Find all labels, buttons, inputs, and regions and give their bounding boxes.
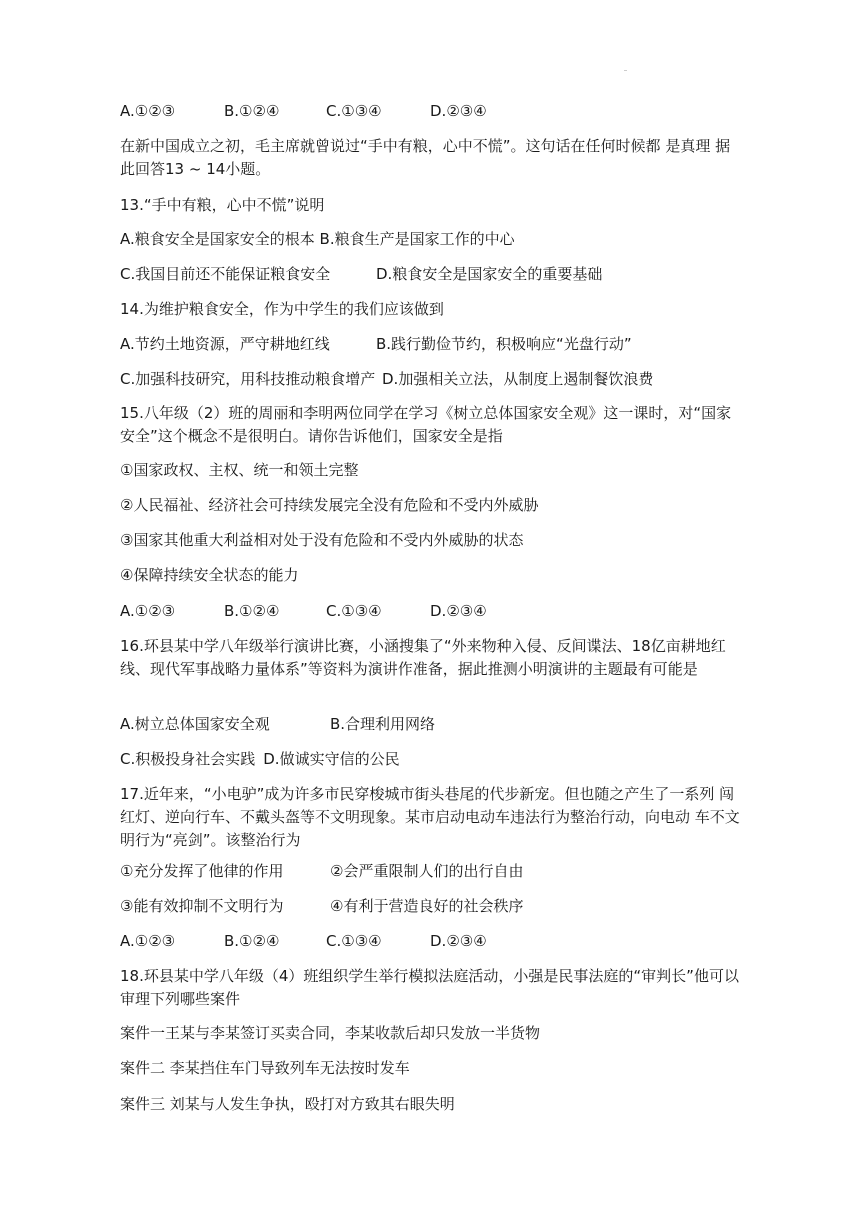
q17-option-c: C.①③④: [326, 932, 382, 950]
scan-mark: [624, 70, 627, 71]
q17-statements-row2: [120, 895, 740, 918]
q16-option-b: B.合理利用网络: [330, 715, 436, 733]
q17-option-d: D.②③④: [430, 932, 487, 950]
q16-options-row2: [120, 748, 740, 771]
q16-option-a: A.树立总体国家安全观: [120, 715, 270, 733]
q16-option-d: D.做诚实守信的公民: [263, 750, 400, 768]
q14-option-c: C.加强科技研究，用科技推动粮食增产: [120, 370, 376, 388]
q17-statements-row1: [120, 860, 740, 883]
q13-options-row2: [120, 263, 740, 286]
q13-option-d: D.粮食安全是国家安全的重要基础: [376, 265, 603, 283]
q18-case-1: 案件一王某与李某签订买卖合同，李某收款后却只发放一半货物: [120, 1024, 541, 1042]
q12-option-d: D.②③④: [430, 102, 487, 120]
q16-options-row1: [120, 713, 740, 736]
q17-stem: 17.近年来，“小电驴”成为许多市民穿梭城市街头巷尾的代步新宠。但也随之产生了一系列 闯红灯、逆向行车、不戴头盔等不文明现象。某市启动电动车违法行为整治行动，向电动 车不文明行为“亮剑”。该整治行为: [120, 785, 740, 849]
q12-option-b: B.①②④: [224, 102, 280, 120]
q14-option-d: D.加强相关立法，从制度上遏制餐饮浪费: [382, 370, 654, 388]
q17-statement-1: ①充分发挥了他律的作用: [120, 862, 284, 880]
q15-option-b: B.①②④: [224, 602, 280, 620]
q15-statement-1: ①国家政权、主权、统一和领土完整: [120, 461, 359, 479]
q12-option-a: A.①②③: [120, 102, 176, 120]
q17-options: [120, 930, 740, 953]
q18-case-2: 案件二 李某挡住车门导致列车无法按时发车: [120, 1059, 410, 1077]
q12-options: [120, 100, 740, 123]
q17-statement-2: ②会严重限制人们的出行自由: [330, 862, 524, 880]
q18-stem: 18.环县某中学八年级（4）班组织学生举行模拟法庭活动，小强是民事法庭的“审判长”他可以审理下列哪些案件: [120, 967, 739, 1008]
q16-stem: 16.环县某中学八年级举行演讲比赛，小涵搜集了“外来物种入侵、反间谍法、18亿亩耕地红线、现代军事战略力量体系”等资料为演讲作准备，据此推测小明演讲的主题最有可能是: [120, 637, 726, 678]
q14-option-b: B.践行勤俭节约，积极响应“光盘行动”: [376, 335, 632, 353]
q13-options-row1: A.粮食安全是国家安全的根本 B.粮食生产是国家工作的中心: [120, 230, 515, 248]
intro-paragraph: 在新中国成立之初，毛主席就曾说过“手中有粮，心中不慌”。这句话在任何时候都 是真理 据此回答13 ~ 14小题。: [120, 137, 731, 178]
q15-options: [120, 600, 740, 623]
q18-case-3: 案件三 刘某与人发生争执，殴打对方致其右眼失明: [120, 1095, 455, 1113]
q13-stem: 13.“手中有粮，心中不慌”说明: [120, 196, 325, 214]
q15-option-d: D.②③④: [430, 602, 487, 620]
q14-options-row2: [120, 368, 740, 391]
q15-statement-3: ③国家其他重大利益相对处于没有危险和不受内外威胁的状态: [120, 531, 524, 549]
q15-stem: 15.八年级（2）班的周丽和李明两位同学在学习《树立总体国家安全观》这一课时，对“国家安全”这个概念不是很明白。请你告诉他们，国家安全是指: [120, 404, 732, 445]
q17-option-b: B.①②④: [224, 932, 280, 950]
q15-statement-2: ②人民福祉、经济社会可持续发展完全没有危险和不受内外威胁: [120, 496, 539, 514]
q17-statement-3: ③能有效抑制不文明行为: [120, 897, 284, 915]
q14-stem: 14.为维护粮食安全，作为中学生的我们应该做到: [120, 300, 444, 318]
q17-statement-4: ④有利于营造良好的社会秩序: [330, 897, 524, 915]
q14-options-row1: [120, 333, 740, 356]
q15-option-a: A.①②③: [120, 602, 176, 620]
q12-option-c: C.①③④: [326, 102, 382, 120]
q15-statement-4: ④保障持续安全状态的能力: [120, 566, 299, 584]
q16-option-c: C.积极投身社会实践: [120, 750, 256, 768]
q17-option-a: A.①②③: [120, 932, 176, 950]
q14-option-a: A.节约土地资源，严守耕地红线: [120, 335, 330, 353]
q15-option-c: C.①③④: [326, 602, 382, 620]
q13-option-c: C.我国目前还不能保证粮食安全: [120, 265, 331, 283]
